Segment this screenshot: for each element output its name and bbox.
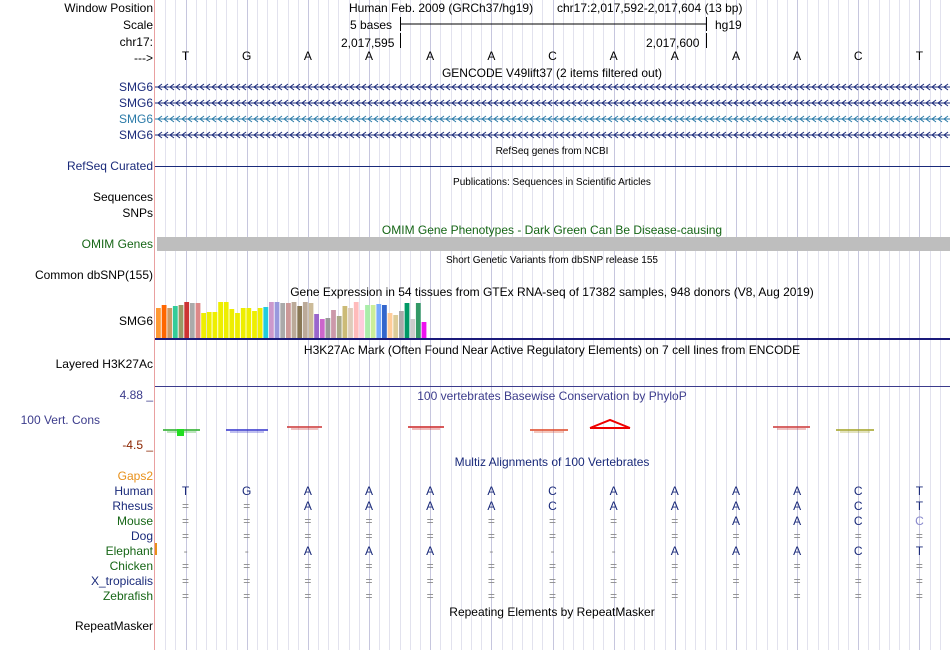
- alignment-base: A: [303, 544, 312, 558]
- alignment-base: =: [854, 574, 862, 588]
- gtex-bar[interactable]: [348, 308, 353, 338]
- gtex-bar[interactable]: [416, 303, 421, 338]
- gtex-bar[interactable]: [393, 315, 398, 338]
- alignment-base: =: [610, 589, 618, 603]
- snps-label[interactable]: SNPs: [122, 206, 153, 220]
- alignment-base: =: [671, 559, 679, 573]
- gtex-bar[interactable]: [280, 303, 285, 338]
- alignment-base: =: [793, 574, 801, 588]
- alignment-base: A: [731, 484, 740, 498]
- phylop-peak[interactable]: [590, 420, 630, 428]
- strand-arrow-label: --->: [134, 51, 153, 65]
- gtex-bar[interactable]: [292, 302, 297, 338]
- gtex-title: Gene Expression in 54 tissues from GTEx RNA-seq of 17382 samples, 948 donors (V8, Aug 2019): [290, 285, 814, 299]
- gtex-bar[interactable]: [258, 308, 263, 338]
- species-label[interactable]: Chicken: [109, 559, 153, 573]
- base-letter: C: [853, 49, 863, 63]
- alignment-base: T: [181, 484, 190, 498]
- species-label[interactable]: Dog: [130, 529, 153, 543]
- species-label[interactable]: X_tropicalis: [90, 574, 153, 588]
- alignment-base: =: [793, 529, 801, 543]
- alignment-base: A: [609, 499, 618, 513]
- species-label[interactable]: Human: [114, 484, 153, 498]
- species-label[interactable]: Rhesus: [112, 499, 153, 513]
- alignment-base: =: [487, 529, 495, 543]
- alignment-base: =: [610, 514, 618, 528]
- alignment-base: =: [732, 589, 740, 603]
- alignment-base: -: [244, 544, 249, 558]
- dbsnp-title: Short Genetic Variants from dbSNP release 155: [446, 255, 658, 266]
- alignment-base: A: [793, 544, 802, 558]
- base-letter: A: [365, 49, 374, 63]
- alignment-base: =: [365, 589, 373, 603]
- gtex-bar[interactable]: [184, 302, 189, 338]
- gtex-bar[interactable]: [410, 319, 415, 338]
- alignment-base: A: [426, 499, 435, 513]
- gtex-bar[interactable]: [286, 303, 291, 338]
- alignment-base: =: [487, 559, 495, 573]
- alignment-base: A: [426, 544, 435, 558]
- alignment-base: =: [732, 529, 740, 543]
- alignment-base: =: [365, 559, 373, 573]
- alignment-base: =: [426, 529, 434, 543]
- base-letter: A: [609, 49, 618, 63]
- alignment-base: C: [548, 499, 557, 513]
- alignment-base: =: [365, 529, 373, 543]
- gtex-bar[interactable]: [162, 305, 167, 338]
- species-label[interactable]: Elephant: [105, 544, 153, 558]
- alignment-base: =: [182, 514, 190, 528]
- publications-title: Publications: Sequences in Scientific Articles: [453, 177, 651, 188]
- alignment-base: =: [548, 574, 557, 588]
- alignment-base: A: [609, 484, 618, 498]
- gtex-bar[interactable]: [354, 302, 359, 338]
- alignment-base: =: [732, 574, 740, 588]
- gtex-bar[interactable]: [320, 319, 325, 338]
- alignment-base: A: [731, 544, 740, 558]
- gtex-bar[interactable]: [196, 303, 201, 338]
- gtex-bar[interactable]: [309, 303, 314, 338]
- gtex-bar[interactable]: [297, 306, 302, 338]
- gencode-item-label[interactable]: SMG6: [118, 96, 153, 110]
- species-label[interactable]: Zebrafish: [102, 589, 153, 603]
- alignment-base: =: [426, 589, 434, 603]
- alignment-base: A: [793, 484, 802, 498]
- alignment-base: =: [671, 574, 679, 588]
- alignment-base: =: [671, 514, 679, 528]
- alignment-base: A: [426, 484, 435, 498]
- sequences-label[interactable]: Sequences: [92, 190, 153, 204]
- gtex-bar[interactable]: [252, 311, 257, 338]
- alignment-base: =: [365, 574, 373, 588]
- gtex-bar[interactable]: [382, 305, 387, 338]
- alignment-base: C: [853, 484, 863, 498]
- alignment-base: =: [854, 529, 862, 543]
- alignment-base: C: [853, 514, 863, 528]
- alignment-base: =: [304, 559, 312, 573]
- alignment-base: =: [426, 574, 434, 588]
- position-text[interactable]: chr17:2,017,592-2,017,604 (13 bp): [557, 1, 743, 15]
- alignment-base: =: [854, 559, 862, 573]
- gencode-item-label[interactable]: SMG6: [118, 80, 153, 94]
- alignment-base: C: [853, 544, 863, 558]
- alignment-base: A: [793, 499, 802, 513]
- gtex-bar[interactable]: [207, 312, 212, 338]
- alignment-base: =: [182, 574, 190, 588]
- alignment-base: =: [487, 589, 495, 603]
- refseq-title: RefSeq genes from NCBI: [495, 146, 609, 157]
- phylop-title: 100 vertebrates Basewise Conservation by PhyloP: [417, 389, 687, 403]
- alignment-base: A: [487, 499, 496, 513]
- gtex-bar[interactable]: [269, 302, 274, 338]
- alignment-base: A: [365, 544, 374, 558]
- db-label: hg19: [715, 18, 742, 32]
- gtex-bar[interactable]: [173, 306, 178, 338]
- alignment-base: =: [243, 529, 251, 543]
- gtex-bar[interactable]: [229, 309, 234, 338]
- alignment-base: =: [182, 559, 190, 573]
- species-label[interactable]: Mouse: [116, 514, 153, 528]
- gtex-bar[interactable]: [371, 305, 376, 338]
- alignment-base: =: [243, 514, 251, 528]
- omim-bar[interactable]: [157, 237, 950, 251]
- base-letter: A: [487, 49, 496, 63]
- refseq-label[interactable]: RefSeq Curated: [66, 159, 153, 173]
- alignment-base: -: [550, 544, 555, 558]
- gtex-bar[interactable]: [156, 308, 161, 338]
- alignment-base: -: [611, 544, 616, 558]
- alignment-base: -: [489, 544, 494, 558]
- repeatmasker-label[interactable]: RepeatMasker: [74, 619, 153, 633]
- phylop-ymin: -4.5 _: [122, 438, 153, 452]
- gtex-bar[interactable]: [337, 316, 342, 338]
- alignment-base: =: [732, 559, 740, 573]
- gtex-bar[interactable]: [343, 306, 348, 338]
- alignment-base: =: [182, 499, 190, 513]
- gtex-bar[interactable]: [213, 312, 218, 338]
- dbsnp-label[interactable]: Common dbSNP(155): [34, 268, 153, 282]
- alignment-base: =: [915, 574, 923, 588]
- alignment-base: =: [671, 529, 679, 543]
- gtex-bar[interactable]: [376, 304, 381, 338]
- gtex-bar[interactable]: [190, 303, 195, 338]
- gaps-label[interactable]: Gaps2: [117, 469, 153, 483]
- gaps-tick: [155, 543, 157, 555]
- alignment-base: =: [426, 559, 434, 573]
- gencode-item-label[interactable]: SMG6: [118, 112, 153, 126]
- gtex-bar[interactable]: [326, 318, 331, 338]
- alignment-base: =: [182, 589, 190, 603]
- alignment-base: A: [731, 514, 740, 528]
- alignment-base: =: [304, 574, 312, 588]
- phylop-peak[interactable]: [177, 429, 184, 436]
- gtex-bar[interactable]: [331, 310, 336, 338]
- alignment-base: =: [304, 529, 312, 543]
- alignment-base: =: [243, 574, 251, 588]
- alignment-base: T: [915, 499, 924, 513]
- gtex-bar[interactable]: [405, 303, 410, 338]
- chrom-label: chr17:: [119, 35, 153, 49]
- gtex-bar[interactable]: [167, 308, 172, 338]
- gtex-bar[interactable]: [179, 305, 184, 338]
- assembly-title: Human Feb. 2009 (GRCh37/hg19): [349, 1, 534, 15]
- alignment-base: =: [487, 514, 495, 528]
- alignment-base: =: [304, 514, 312, 528]
- gtex-bar[interactable]: [218, 302, 223, 338]
- gtex-bar[interactable]: [303, 302, 308, 338]
- omim-label[interactable]: OMIM Genes: [81, 237, 153, 251]
- h3k27ac-label[interactable]: Layered H3K27Ac: [55, 357, 153, 371]
- base-letter: A: [670, 49, 679, 63]
- phylop-label[interactable]: 100 Vert. Cons: [20, 413, 100, 427]
- gtex-bar[interactable]: [359, 310, 364, 338]
- alignment-base: C: [548, 484, 557, 498]
- base-letter: T: [181, 49, 190, 63]
- alignment-base: =: [793, 559, 801, 573]
- alignment-base: A: [303, 499, 312, 513]
- alignment-base: =: [671, 589, 679, 603]
- alignment-base: A: [670, 484, 679, 498]
- gtex-bar[interactable]: [224, 302, 229, 338]
- gencode-title: GENCODE V49lift37 (2 items filtered out): [441, 66, 663, 80]
- alignment-base: =: [304, 589, 312, 603]
- alignment-base: =: [548, 589, 557, 603]
- alignment-base: C: [915, 514, 924, 528]
- alignment-base: T: [915, 484, 924, 498]
- gtex-bar[interactable]: [246, 308, 251, 338]
- alignment-base: =: [426, 514, 434, 528]
- gtex-label[interactable]: SMG6: [118, 314, 153, 328]
- coord-right: 2,017,600: [646, 36, 700, 50]
- alignment-base: =: [182, 529, 190, 543]
- alignment-base: =: [548, 529, 557, 543]
- alignment-base: A: [670, 544, 679, 558]
- alignment-base: =: [610, 559, 618, 573]
- scale-text: 5 bases: [350, 18, 393, 32]
- base-letter: A: [426, 49, 435, 63]
- alignment-base: A: [365, 484, 374, 498]
- gtex-bar[interactable]: [399, 311, 404, 338]
- alignment-base: A: [793, 514, 802, 528]
- h3k27ac-title: H3K27Ac Mark (Often Found Near Active Regulatory Elements) on 7 cell lines from ENCODE: [303, 343, 801, 357]
- alignment-base: A: [487, 484, 496, 498]
- base-letter: C: [548, 49, 557, 63]
- omim-title: OMIM Gene Phenotypes - Dark Green Can Be Disease-causing: [381, 223, 723, 237]
- gtex-bar[interactable]: [314, 314, 319, 338]
- base-letter: A: [793, 49, 802, 63]
- gencode-item-label[interactable]: SMG6: [118, 128, 153, 142]
- gtex-bar[interactable]: [201, 313, 206, 338]
- window-position-label: Window Position: [64, 1, 153, 15]
- alignment-base: =: [610, 529, 618, 543]
- alignment-base: =: [243, 499, 251, 513]
- alignment-base: =: [548, 559, 557, 573]
- coord-left: 2,017,595: [341, 36, 395, 50]
- gtex-bar[interactable]: [422, 322, 427, 338]
- alignment-base: A: [670, 499, 679, 513]
- alignment-base: =: [548, 514, 557, 528]
- base-letter: T: [915, 49, 924, 63]
- alignment-base: =: [915, 529, 923, 543]
- gtex-bar[interactable]: [388, 313, 393, 338]
- alignment-base: G: [242, 484, 252, 498]
- alignment-base: A: [365, 499, 374, 513]
- alignment-base: =: [365, 514, 373, 528]
- alignment-base: =: [487, 574, 495, 588]
- gtex-bar[interactable]: [263, 307, 268, 338]
- alignment-base: A: [303, 484, 312, 498]
- phylop-ymax: 4.88 _: [119, 388, 153, 402]
- alignment-base: A: [731, 499, 740, 513]
- gtex-bar[interactable]: [275, 302, 280, 338]
- gtex-bar[interactable]: [235, 313, 240, 338]
- base-letter: A: [303, 49, 312, 63]
- multiz-title: Multiz Alignments of 100 Vertebrates: [454, 455, 650, 469]
- alignment-base: =: [610, 574, 618, 588]
- alignment-base: =: [793, 589, 801, 603]
- base-letter: A: [731, 49, 740, 63]
- alignment-base: -: [183, 544, 188, 558]
- alignment-base: C: [853, 499, 863, 513]
- alignment-base: =: [854, 589, 862, 603]
- alignment-base: =: [243, 559, 251, 573]
- gtex-bar[interactable]: [241, 308, 246, 338]
- alignment-base: =: [915, 589, 923, 603]
- gtex-bar[interactable]: [365, 305, 370, 338]
- scale-label: Scale: [122, 18, 153, 32]
- alignment-base: =: [243, 589, 251, 603]
- alignment-base: T: [915, 544, 924, 558]
- repeatmasker-title: Repeating Elements by RepeatMasker: [449, 605, 655, 619]
- base-letter: G: [242, 49, 252, 63]
- alignment-base: =: [915, 559, 923, 573]
